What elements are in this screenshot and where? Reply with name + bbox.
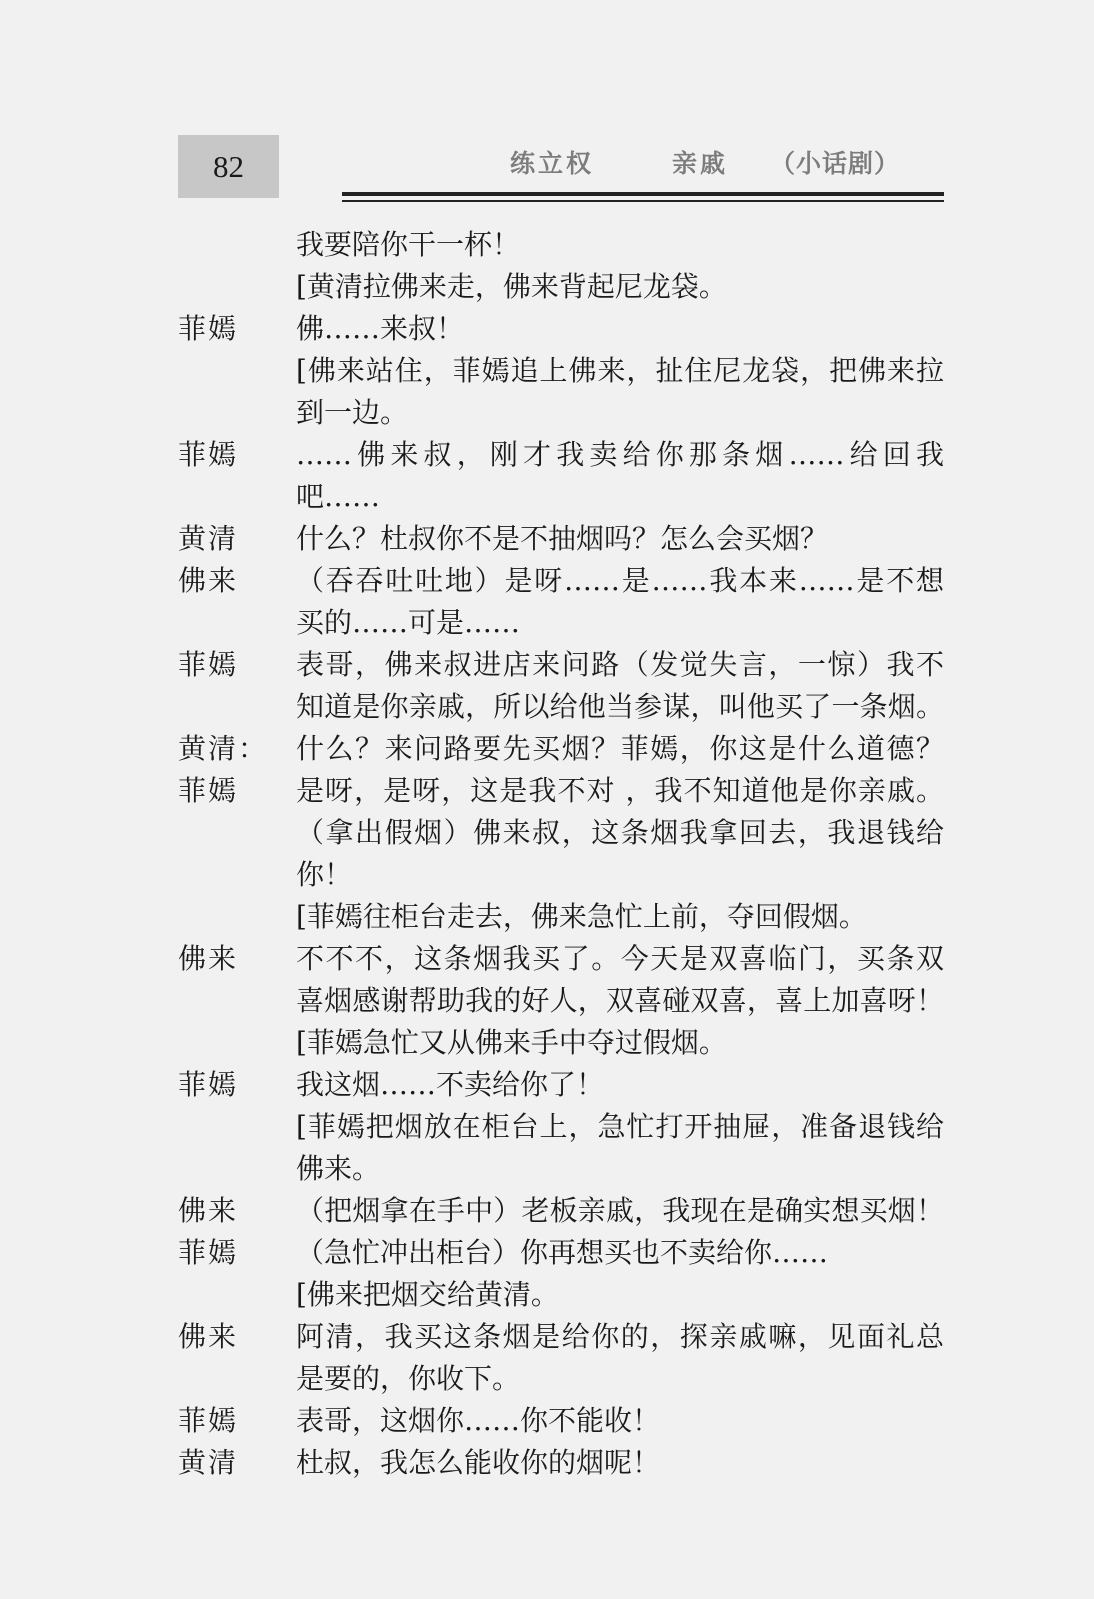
script-line	[0, 938, 1094, 980]
script-line	[0, 1232, 1094, 1274]
script-line	[0, 266, 1094, 308]
script-line	[0, 560, 1094, 602]
continuation-or-stage-direction: 你！	[296, 858, 353, 891]
dialogue-text: 表哥，佛来叔进店来问路（发觉失言，一惊）我不	[296, 648, 944, 681]
script-line	[0, 1190, 1094, 1232]
script-line	[0, 854, 1094, 896]
dialogue-text: （急忙冲出柜台）你再想买也不卖给你……	[296, 1236, 829, 1269]
dialogue-text: （把烟拿在手中）老板亲戚，我现在是确实想买烟！	[296, 1194, 944, 1227]
speaker-name: 佛来	[178, 942, 239, 975]
continuation-or-stage-direction: 买的……可是……	[296, 606, 521, 639]
script-line	[0, 644, 1094, 686]
script-line	[0, 224, 1094, 266]
script-line	[0, 1442, 1094, 1484]
speaker-name: 菲嫣	[178, 312, 239, 345]
dialogue-text: 我这烟……不卖给你了！	[296, 1068, 605, 1101]
script-line	[0, 686, 1094, 728]
continuation-or-stage-direction: [菲嫣往柜台走去，佛来急忙上前，夺回假烟。	[296, 900, 867, 933]
script-line	[0, 1400, 1094, 1442]
speaker-name: 佛来	[178, 564, 239, 597]
header-rule-thick	[342, 192, 944, 196]
speaker-name: 佛来	[178, 1320, 239, 1353]
script-line	[0, 518, 1094, 560]
speaker-name: 菲嫣	[178, 1236, 239, 1269]
continuation-or-stage-direction: [菲嫣急忙又从佛来手中夺过假烟。	[296, 1026, 727, 1059]
script-body	[0, 224, 1094, 1484]
speaker-name: 黄清	[178, 1446, 239, 1479]
dialogue-text: 不不不，这条烟我买了。今天是双喜临门，买条双	[296, 942, 944, 975]
continuation-or-stage-direction: 佛来。	[296, 1152, 381, 1185]
dialogue-text: 表哥，这烟你……你不能收！	[296, 1404, 661, 1437]
dialogue-text: 什么？杜叔你不是不抽烟吗？怎么会买烟？	[296, 522, 829, 555]
page-number: 82	[213, 148, 244, 184]
dialogue-text: 什么？来问路要先买烟？菲嫣，你这是什么道德？	[296, 732, 944, 765]
header-subtitle: （小话剧）	[770, 149, 901, 178]
speaker-name: 菲嫣	[178, 648, 239, 681]
speaker-name: 黄清	[178, 522, 239, 555]
script-line	[0, 1316, 1094, 1358]
speaker-name: 菲嫣	[178, 438, 239, 471]
script-line	[0, 434, 1094, 476]
dialogue-text: ……佛来叔，刚才我卖给你那条烟……给回我	[296, 438, 944, 471]
header-rule-thin	[342, 200, 944, 202]
continuation-or-stage-direction: 吧……	[296, 480, 381, 513]
script-line	[0, 308, 1094, 350]
header-author: 练立权	[510, 149, 595, 178]
speaker-name: 菲嫣	[178, 774, 239, 807]
continuation-or-stage-direction: （拿出假烟）佛来叔，这条烟我拿回去，我退钱给	[296, 816, 944, 849]
script-line	[0, 1106, 1094, 1148]
header-title: 亲戚	[672, 149, 729, 178]
script-line	[0, 350, 1094, 392]
page-number-box	[178, 135, 279, 198]
script-line	[0, 1022, 1094, 1064]
dialogue-text: （吞吞吐吐地）是呀……是……我本来……是不想	[296, 564, 944, 597]
script-line	[0, 812, 1094, 854]
speaker-name: 菲嫣	[178, 1404, 239, 1437]
dialogue-text: 佛……来叔！	[296, 312, 465, 345]
continuation-or-stage-direction: 喜烟感谢帮助我的好人，双喜碰双喜，喜上加喜呀！	[296, 984, 944, 1017]
script-line	[0, 1064, 1094, 1106]
script-line	[0, 1358, 1094, 1400]
script-line	[0, 1148, 1094, 1190]
continuation-or-stage-direction: [菲嫣把烟放在柜台上，急忙打开抽屉，准备退钱给	[296, 1110, 944, 1143]
script-line	[0, 770, 1094, 812]
running-head	[510, 144, 930, 180]
continuation-or-stage-direction: 我要陪你干一杯！	[296, 228, 521, 261]
speaker-name: 佛来	[178, 1194, 239, 1227]
script-line	[0, 728, 1094, 770]
script-line	[0, 896, 1094, 938]
continuation-or-stage-direction: 到一边。	[296, 396, 409, 429]
dialogue-text: 是呀，是呀，这是我不对 ，我不知道他是你亲戚。	[296, 774, 944, 807]
continuation-or-stage-direction: [黄清拉佛来走，佛来背起尼龙袋。	[296, 270, 727, 303]
dialogue-text: 杜叔，我怎么能收你的烟呢！	[296, 1446, 661, 1479]
speaker-name: 黄清：	[178, 732, 269, 765]
script-line	[0, 1274, 1094, 1316]
continuation-or-stage-direction: [佛来把烟交给黄清。	[296, 1278, 559, 1311]
script-line	[0, 980, 1094, 1022]
continuation-or-stage-direction: 知道是你亲戚，所以给他当参谋，叫他买了一条烟。	[296, 690, 944, 723]
speaker-name: 菲嫣	[178, 1068, 239, 1101]
script-line	[0, 476, 1094, 518]
continuation-or-stage-direction: 是要的，你收下。	[296, 1362, 521, 1395]
script-line	[0, 602, 1094, 644]
script-line	[0, 392, 1094, 434]
dialogue-text: 阿清，我买这条烟是给你的，探亲戚嘛，见面礼总	[296, 1320, 944, 1353]
continuation-or-stage-direction: [佛来站住，菲嫣追上佛来，扯住尼龙袋，把佛来拉	[296, 354, 944, 387]
